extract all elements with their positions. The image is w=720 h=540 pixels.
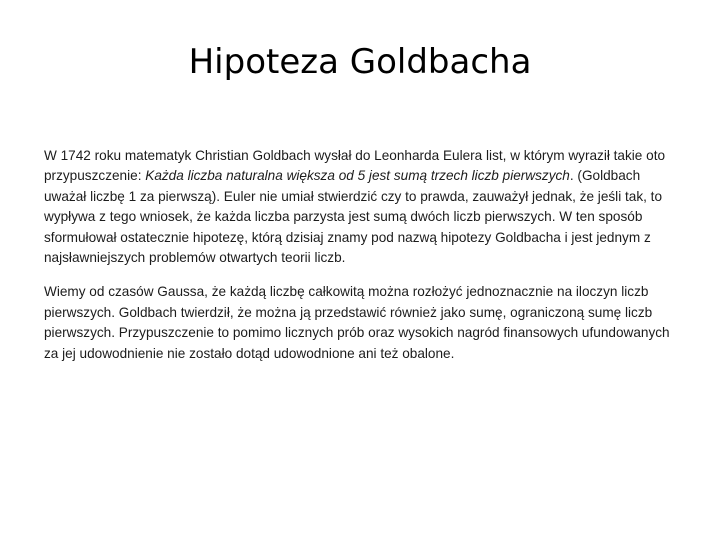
conjecture-quote: Każda liczba naturalna większa od 5 jest sumą trzech liczb pierwszych — [145, 168, 570, 184]
paragraph-1-intro: W 1742 roku matematyk Christian Goldbach wysłał do Leonharda Eulera list, w którym wyraził takie oto przypuszczenie: — [44, 148, 666, 184]
paragraph-1-rest: . (Goldbach uważał liczbę 1 za pierwszą). Euler nie umiał stwierdzić czy to prawda, zauważył jednak, że jeśli tak, to wypływa z tego wniosek, że każda liczba parzysta jest sumą dwóch liczb pierwszych. W ten sposób sformułował ostatecznie hipotezę, którą dzisiaj znamy pod nazwą hipotezy Goldbacha i jest jednym z najsławniejszych problemów otwartych teorii liczb. — [44, 168, 663, 266]
paragraph-gauss: Wiemy od czasów Gaussa, że każdą liczbę całkowitą można rozłożyć jednoznacznie na iloczyn liczb pierwszych. Goldbach twierdził, że można ją przedstawić również jako sumę, ograniczoną sumę liczb pierwszych. Przypuszczenie to pomimo licznych prób oraz wysokich nagród finansowych ufundowanych za jej udowodnienie nie zostało dotąd udowodnione ani też obalone. — [44, 284, 670, 361]
slide-body — [44, 146, 678, 378]
slide-title: Hipoteza Goldbacha — [188, 42, 532, 82]
paragraph-letter-to-euler — [44, 146, 678, 268]
